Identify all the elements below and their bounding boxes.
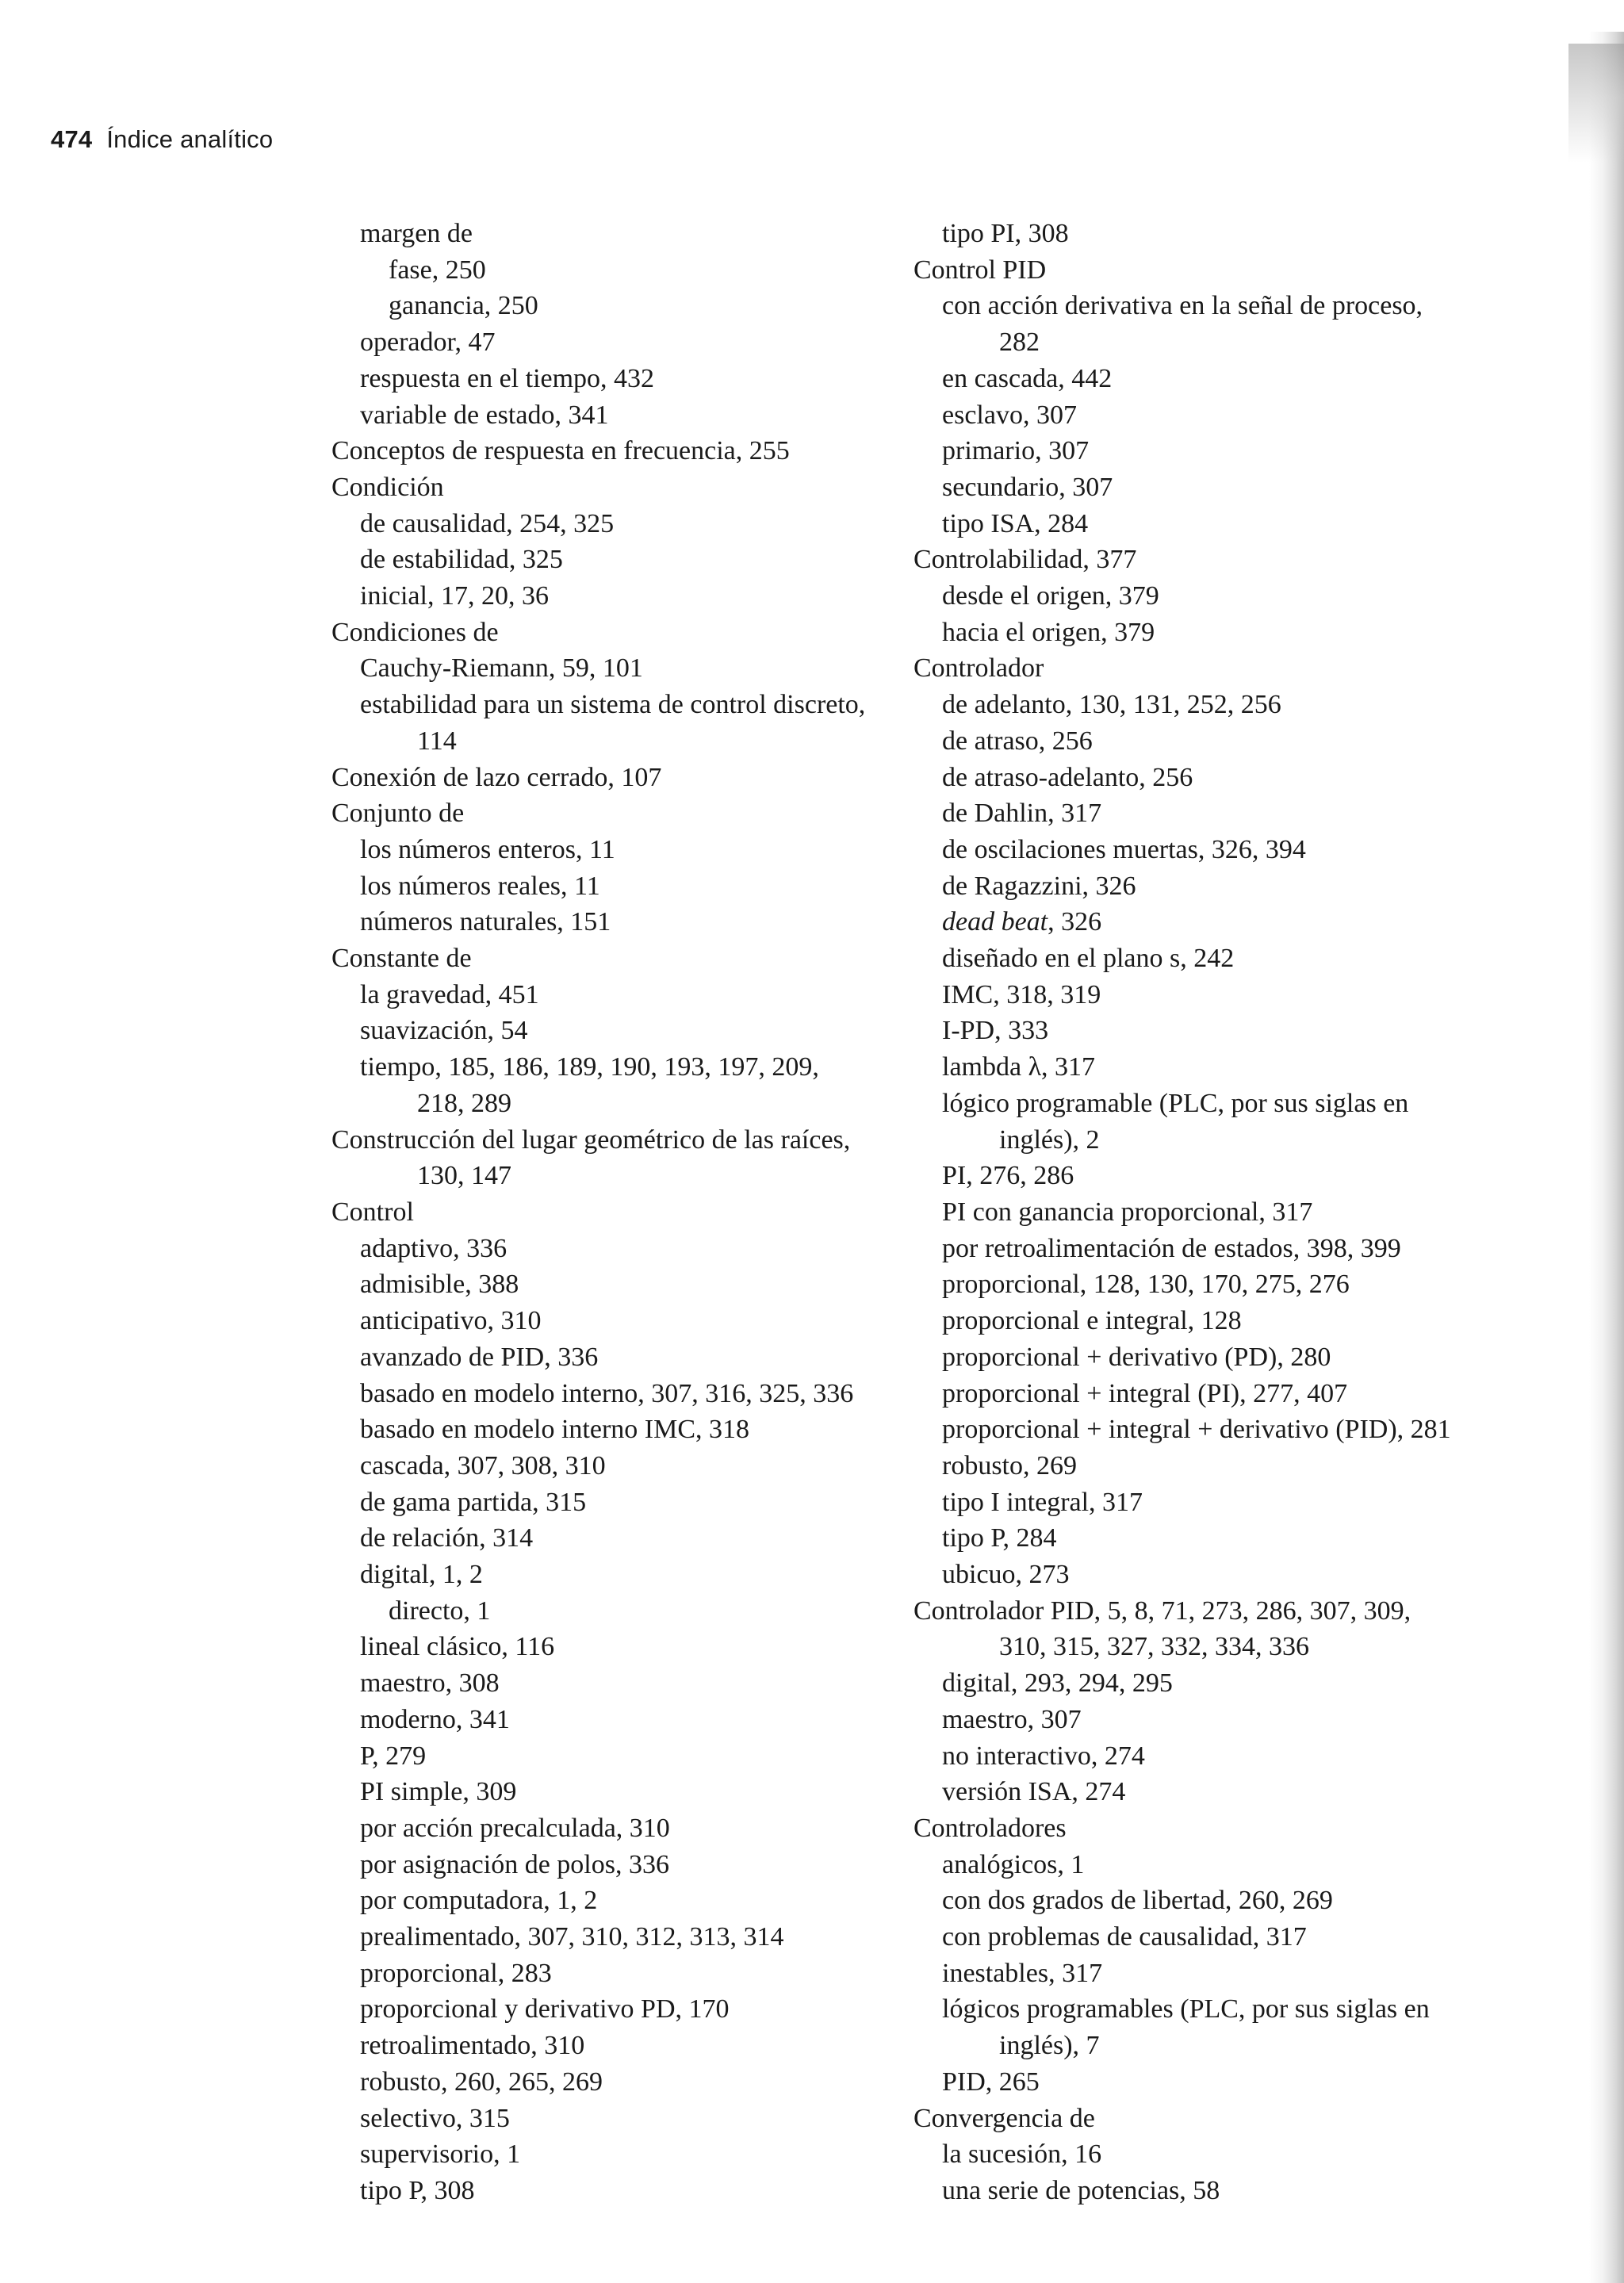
index-subentry: ganancia, 250 [389,291,538,321]
index-subentry: por computadora, 1, 2 [360,1886,598,1916]
index-subentry: inicial, 17, 20, 36 [360,581,549,611]
index-subentry: números naturales, 151 [360,907,611,937]
index-subentry: maestro, 307 [942,1704,1082,1734]
index-subentry: ubicuo, 273 [942,1560,1070,1590]
index-entry: Constante de [331,944,472,974]
index-entry: Controlador PID, 5, 8, 71, 273, 286, 307, 309, [914,1595,1411,1626]
index-subentry: proporcional e integral, 128 [942,1306,1242,1336]
index-subentry: diseñado en el plano s, 242 [942,944,1235,974]
index-subentry: de relación, 314 [360,1523,534,1553]
index-subentry: 282 [999,328,1040,358]
index-subentry: inestables, 317 [942,1958,1103,1988]
index-subentry: hacia el origen, 379 [942,617,1155,647]
index-subentry: IMC, 318, 319 [942,979,1101,1009]
index-entry: Conceptos de respuesta en frecuencia, 255 [331,436,790,466]
index-subentry: admisible, 388 [360,1270,519,1300]
index-column-right [914,216,1484,2209]
index-entry: Controlador [914,653,1044,684]
page-corner-shadow [1568,44,1624,163]
index-entry: Controladores [914,1813,1067,1843]
index-subentry: de atraso, 256 [942,726,1093,756]
index-subentry: tipo PI, 308 [942,219,1069,248]
index-subentry: desde el origen, 379 [942,581,1159,611]
index-subentry: por asignación de polos, 336 [360,1849,669,1879]
index-subentry: los números reales, 11 [360,871,600,901]
index-subentry: esclavo, 307 [942,400,1077,430]
index-subentry: P, 279 [360,1741,427,1771]
index-entry: Conjunto de [331,799,465,829]
index-entry: Conexión de lazo cerrado, 107 [331,762,662,792]
index-subentry: directo, 1 [389,1595,491,1626]
index-subentry: proporcional + integral (PI), 277, 407 [942,1378,1348,1408]
index-subentry: inglés), 7 [999,2031,1100,2061]
index-subentry: tipo P, 284 [942,1523,1057,1553]
index-subentry: tiempo, 185, 186, 189, 190, 193, 197, 209, [360,1052,819,1082]
index-subentry: Cauchy-Riemann, 59, 101 [360,653,643,684]
index-subentry: proporcional y derivativo PD, 170 [360,1994,730,2024]
index-subentry: de Ragazzini, 326 [942,871,1136,901]
index-subentry: 130, 147 [417,1161,511,1191]
index-subentry: 114 [417,726,457,756]
index-entry: Controlabilidad, 377 [914,545,1137,575]
index-subentry: tipo P, 308 [360,2175,475,2205]
index-subentry: lambda λ, 317 [942,1052,1096,1082]
index-subentry: tipo ISA, 284 [942,508,1089,538]
index-subentry: maestro, 308 [360,1668,500,1699]
index-subentry: robusto, 260, 265, 269 [360,2067,603,2097]
index-subentry: de estabilidad, 325 [360,545,563,575]
index-entry: Control PID [914,255,1047,285]
index-subentry: variable de estado, 341 [360,400,609,430]
index-subentry: PI simple, 309 [360,1777,517,1807]
index-subentry: I-PD, 333 [942,1016,1049,1046]
index-column-left [331,216,871,2209]
index-subentry: basado en modelo interno IMC, 318 [360,1415,750,1445]
index-subentry: digital, 1, 2 [360,1560,483,1590]
index-subentry: moderno, 341 [360,1704,510,1734]
index-subentry: retroalimentado, 310 [360,2031,585,2061]
index-subentry: la gravedad, 451 [360,979,539,1009]
index-subentry: suavización, 54 [360,1016,528,1046]
index-subentry: tipo I integral, 317 [942,1487,1143,1517]
index-subentry: avanzado de PID, 336 [360,1342,599,1372]
index-subentry: cascada, 307, 308, 310 [360,1450,606,1481]
index-subentry: basado en modelo interno, 307, 316, 325, 336 [360,1378,854,1408]
index-subentry: proporcional + integral + derivativo (PID), 281 [942,1415,1451,1445]
index-subentry: no interactivo, 274 [942,1741,1145,1771]
index-subentry: de adelanto, 130, 131, 252, 256 [942,690,1281,720]
running-title: Índice analítico [106,125,274,153]
index-subentry: operador, 47 [360,328,496,358]
index-subentry: adaptivo, 336 [360,1233,508,1263]
index-entry: Convergencia de [914,2103,1095,2133]
index-subentry: 218, 289 [417,1088,511,1118]
index-subentry: supervisorio, 1 [360,2139,521,2170]
page-number: 474 [51,125,93,153]
index-subentry: de oscilaciones muertas, 326, 394 [942,834,1306,864]
index-subentry: por retroalimentación de estados, 398, 399 [942,1233,1401,1263]
index-subentry: lógico programable (PLC, por sus siglas en [942,1088,1409,1118]
index-entry: Construcción del lugar geométrico de las raíces, [331,1124,851,1155]
index-subentry: estabilidad para un sistema de control discreto, [360,690,866,720]
page-header [51,125,273,154]
index-subentry: una serie de potencias, 58 [942,2175,1220,2205]
index-subentry: prealimentado, 307, 310, 312, 313, 314 [360,1922,784,1952]
index-subentry: de Dahlin, 317 [942,799,1102,829]
index-subentry: proporcional, 283 [360,1958,552,1988]
index-subentry: por acción precalculada, 310 [360,1813,670,1843]
index-subentry: primario, 307 [942,436,1090,466]
index-subentry: robusto, 269 [942,1450,1077,1481]
index-subentry: la sucesión, 16 [942,2139,1102,2170]
index-subentry: de gama partida, 315 [360,1487,587,1517]
index-entry: Condición [331,472,444,502]
index-subentry: lógicos programables (PLC, por sus siglas en [942,1994,1430,2024]
index-subentry: analógicos, 1 [942,1849,1085,1879]
index-subentry: PI, 276, 286 [942,1161,1074,1191]
index-subentry: de causalidad, 254, 325 [360,508,615,538]
index-subentry: 310, 315, 327, 332, 334, 336 [999,1632,1309,1662]
index-subentry: con problemas de causalidad, 317 [942,1922,1307,1952]
index-subentry: en cascada, 442 [942,363,1113,393]
index-subentry: los números enteros, 11 [360,834,615,864]
index-entry: Condiciones de [331,617,499,647]
index-subentry: dead beat, 326 [942,907,1102,937]
index-subentry: proporcional + derivativo (PD), 280 [942,1342,1331,1372]
page-edge-shadow [1589,32,1624,2283]
index-subentry: lineal clásico, 116 [360,1632,555,1662]
index-subentry: de atraso-adelanto, 256 [942,762,1193,792]
index-subentry: secundario, 307 [942,472,1113,502]
index-subentry: PI con ganancia proporcional, 317 [942,1197,1313,1227]
index-subentry: fase, 250 [389,255,486,285]
index-subentry: inglés), 2 [999,1124,1100,1155]
index-subentry: PID, 265 [942,2067,1040,2097]
index-subentry: anticipativo, 310 [360,1306,542,1336]
index-subentry: digital, 293, 294, 295 [942,1668,1173,1699]
index-subentry: con acción derivativa en la señal de proceso, [942,291,1423,321]
index-subentry: margen de [360,219,473,248]
index-subentry: proporcional, 128, 130, 170, 275, 276 [942,1270,1350,1300]
index-entry: Control [331,1197,414,1227]
index-subentry: respuesta en el tiempo, 432 [360,363,655,393]
index-subentry: versión ISA, 274 [942,1777,1126,1807]
index-subentry: con dos grados de libertad, 260, 269 [942,1886,1333,1916]
index-subentry: selectivo, 315 [360,2103,510,2133]
